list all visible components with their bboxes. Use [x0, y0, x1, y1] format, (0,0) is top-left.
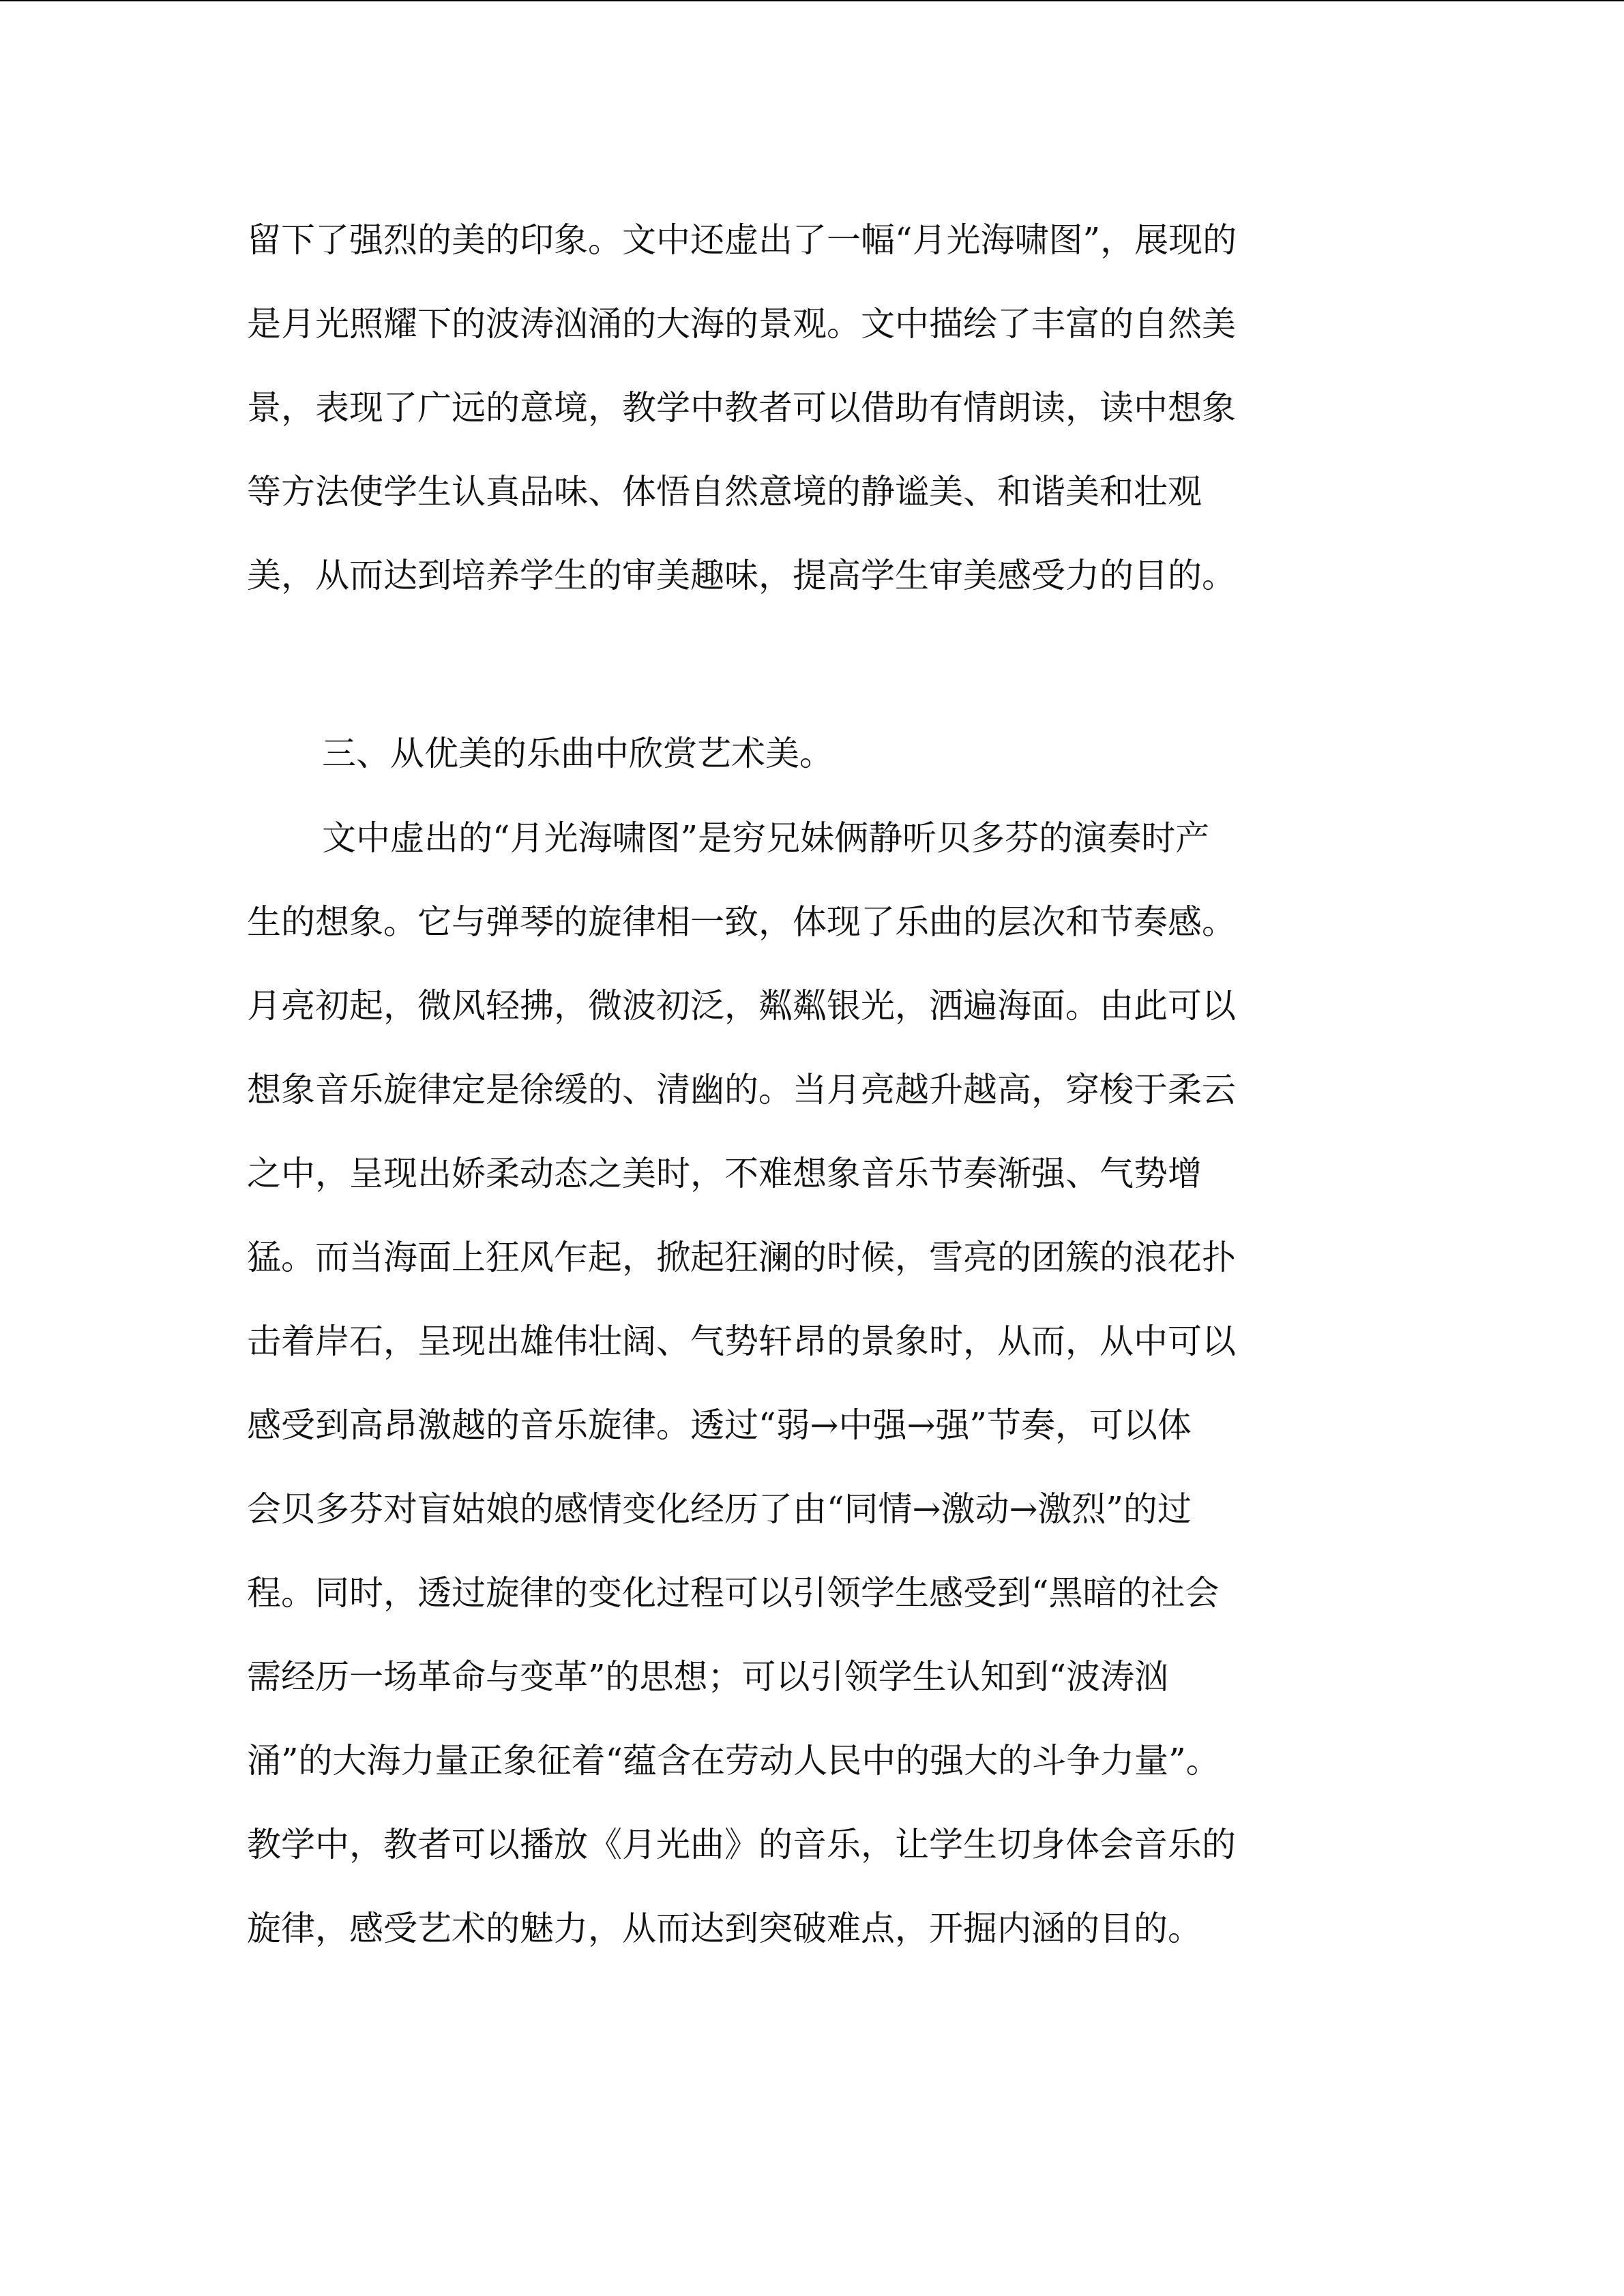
- body-text-line: 美，从而达到培养学生的审美趣味，提高学生审美感受力的目的。: [247, 556, 1236, 595]
- body-text-line: 文中虚出的“月光海啸图”是穷兄妹俩静听贝多芬的演奏时产: [322, 818, 1210, 858]
- body-text-line: 需经历一场革命与变革”的思想；可以引领学生认知到“波涛汹: [247, 1657, 1169, 1697]
- body-text-line: 月亮初起，微风轻拂，微波初泛，粼粼银光，洒遍海面。由此可以: [247, 986, 1236, 1026]
- body-text-line: 留下了强烈的美的印象。文中还虚出了一幅“月光海啸图”，展现的: [247, 220, 1237, 260]
- body-text-line: 击着岸石，呈现出雄伟壮阔、气势轩昂的景象时，从而，从中可以: [247, 1322, 1236, 1361]
- section-heading: 三、从优美的乐曲中欣赏艺术美。: [322, 734, 833, 773]
- body-text-line: 等方法使学生认真品味、体悟自然意境的静谧美、和谐美和壮观: [247, 472, 1202, 511]
- body-text-line: 是月光照耀下的波涛汹涌的大海的景观。文中描绘了丰富的自然美: [247, 304, 1236, 344]
- body-text-line: 景，表现了广远的意境，教学中教者可以借助有情朗读，读中想象: [247, 388, 1236, 428]
- body-text-line: 生的想象。它与弹琴的旋律相一致，体现了乐曲的层次和节奏感。: [247, 902, 1236, 942]
- body-text-line: 感受到高昂激越的音乐旋律。透过“弱→中强→强”节奏，可以体: [247, 1405, 1192, 1445]
- body-text-line: 旋律，感受艺术的魅力，从而达到突破难点，开掘内涵的目的。: [247, 1909, 1202, 1948]
- body-text-line: 程。同时，透过旋律的变化过程可以引领学生感受到“黑暗的社会: [247, 1573, 1220, 1613]
- body-text-line: 想象音乐旋律定是徐缓的、清幽的。当月亮越升越高，穿梭于柔云: [247, 1070, 1236, 1109]
- body-text-line: 之中，呈现出娇柔动态之美时，不难想象音乐节奏渐强、气势增: [247, 1154, 1202, 1193]
- body-text-line: 涌”的大海力量正象征着“蕴含在劳动人民中的强大的斗争力量”。: [247, 1741, 1220, 1780]
- body-text-line: 教学中，教者可以播放《月光曲》的音乐，让学生切身体会音乐的: [247, 1825, 1236, 1864]
- body-text-line: 会贝多芬对盲姑娘的感情变化经历了由“同情→激动→激烈”的过: [247, 1489, 1192, 1529]
- body-text-line: 猛。而当海面上狂风乍起，掀起狂澜的时候，雪亮的团簇的浪花扑: [247, 1238, 1236, 1277]
